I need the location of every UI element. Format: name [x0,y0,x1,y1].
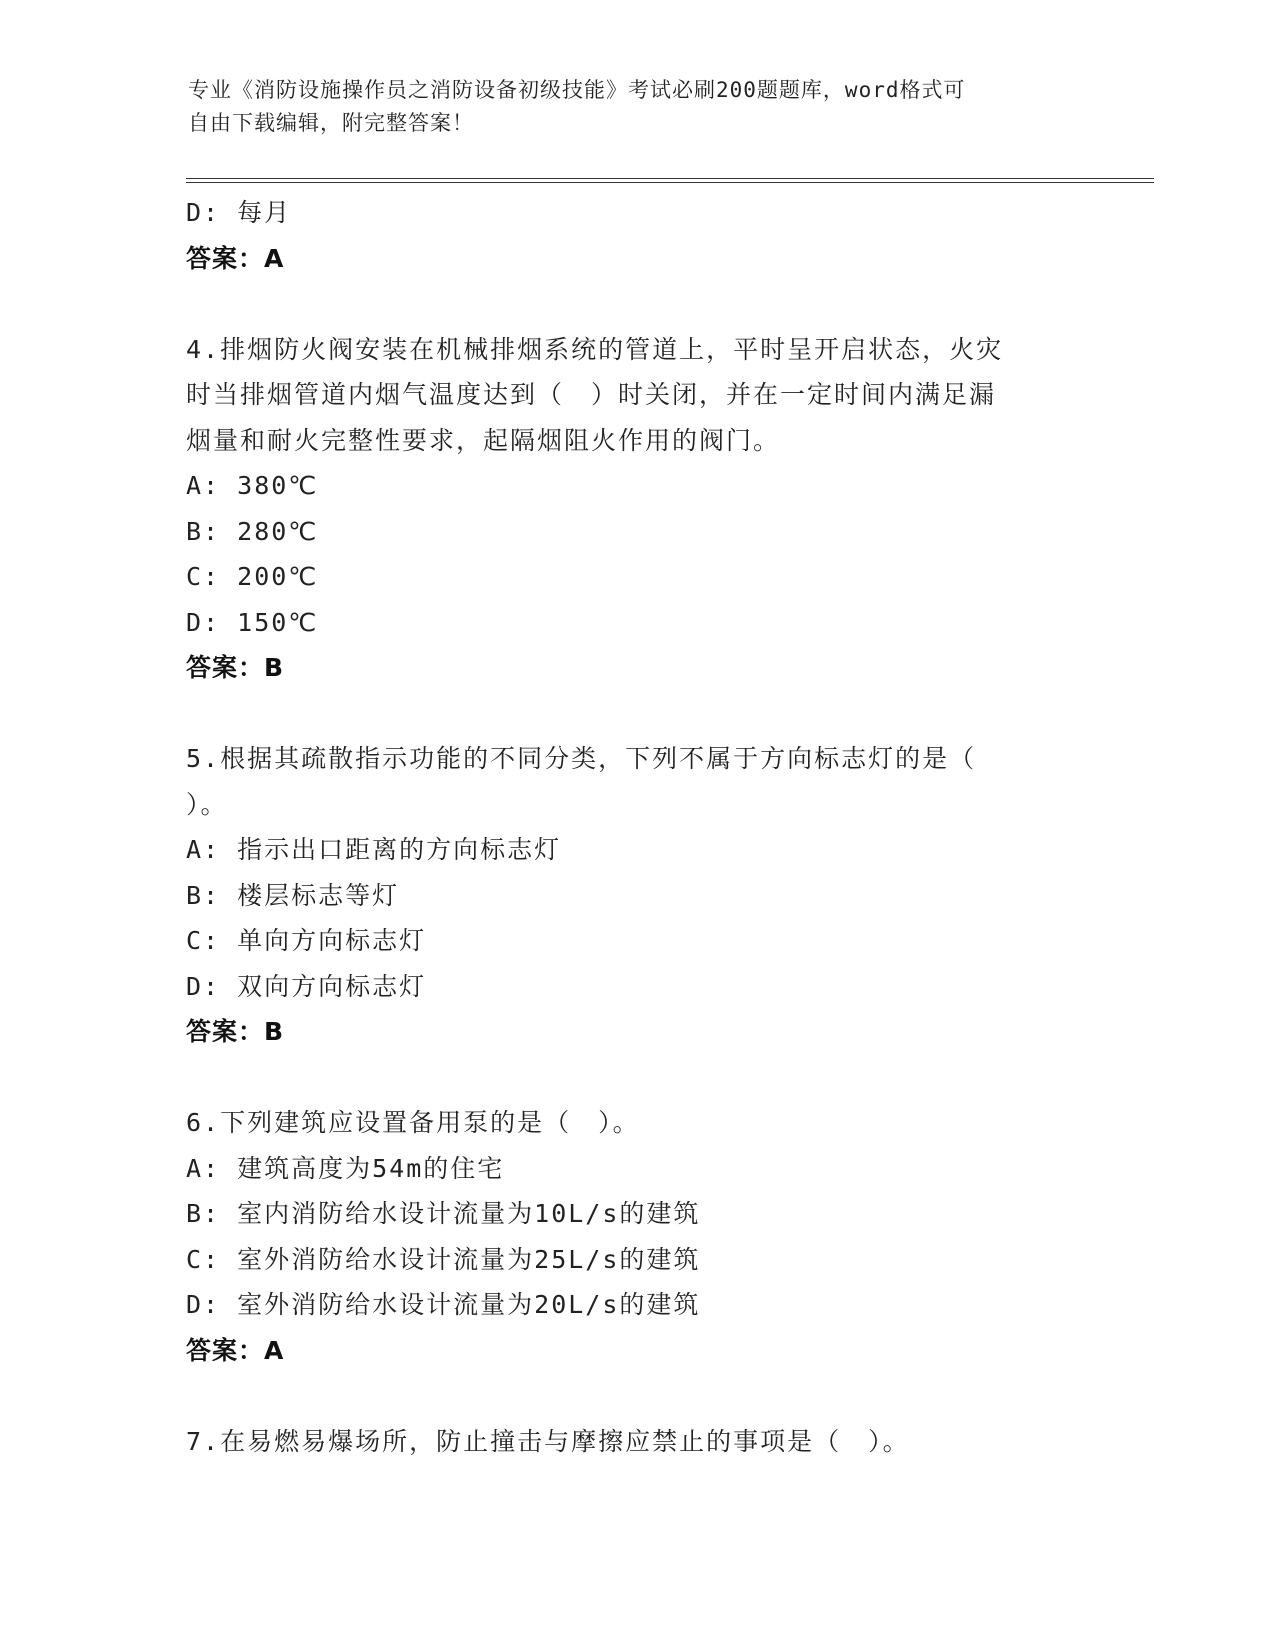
question-5 [186,736,1086,1055]
q5-option-c: C: 单向方向标志灯 [186,926,427,955]
q5-option-d: D: 双向方向标志灯 [186,971,427,1001]
document-header [188,74,1068,140]
q4-stem-line-1: 4.排烟防火阀安装在机械排烟系统的管道上，平时呈开启状态，火灾 [186,334,1004,364]
q4-answer: 答案：B [186,653,285,682]
q5-stem-line-1: 5.根据其疏散指示功能的不同分类，下列不属于方向标志灯的是（ [186,744,977,773]
q4-option-a: A: 380℃ [186,471,319,500]
question-7 [186,1419,1086,1465]
q5-answer: 答案：B [186,1017,285,1046]
question-list [186,190,1086,1464]
q6-answer: 答案：A [186,1335,285,1365]
q6-option-c: C: 室外消防给水设计流量为25L/s的建筑 [186,1244,701,1274]
q6-option-b: B: 室内消防给水设计流量为10L/s的建筑 [186,1199,701,1228]
q3-option-d: D: 每月 [186,198,292,227]
q3-answer: 答案：A [186,243,285,273]
q4-stem-line-3: 烟量和耐火完整性要求，起隔烟阻火作用的阀门。 [186,425,781,455]
q5-option-a: A: 指示出口距离的方向标志灯 [186,835,562,864]
header-title-line-1: 专业《消防设施操作员之消防设备初级技能》考试必刷200题题库，word格式可 [188,78,966,102]
q4-option-b: B: 280℃ [186,516,319,546]
q6-option-d: D: 室外消防给水设计流量为20L/s的建筑 [186,1290,701,1319]
q4-option-d: D: 150℃ [186,607,319,637]
spacer [186,691,1086,737]
header-title-line-2: 自由下载编辑，附完整答案！ [188,111,474,135]
question-4 [186,327,1086,691]
q7-stem-line-1: 7.在易燃易爆场所，防止撞击与摩擦应禁止的事项是（ ）。 [186,1426,910,1456]
q4-option-c: C: 200℃ [186,562,319,591]
spacer [186,1055,1086,1101]
spacer [186,1373,1086,1419]
question-6 [186,1100,1086,1373]
q6-stem-line-1: 6.下列建筑应设置备用泵的是（ ）。 [186,1108,640,1137]
header-divider [186,178,1154,183]
q5-option-b: B: 楼层标志等灯 [186,880,400,910]
q6-option-a: A: 建筑高度为54m的住宅 [186,1153,505,1183]
q5-stem-line-2: ）。 [186,789,228,819]
q4-stem-line-2: 时当排烟管道内烟气温度达到（ ）时关闭，并在一定时间内满足漏 [186,380,997,409]
spacer [186,281,1086,327]
